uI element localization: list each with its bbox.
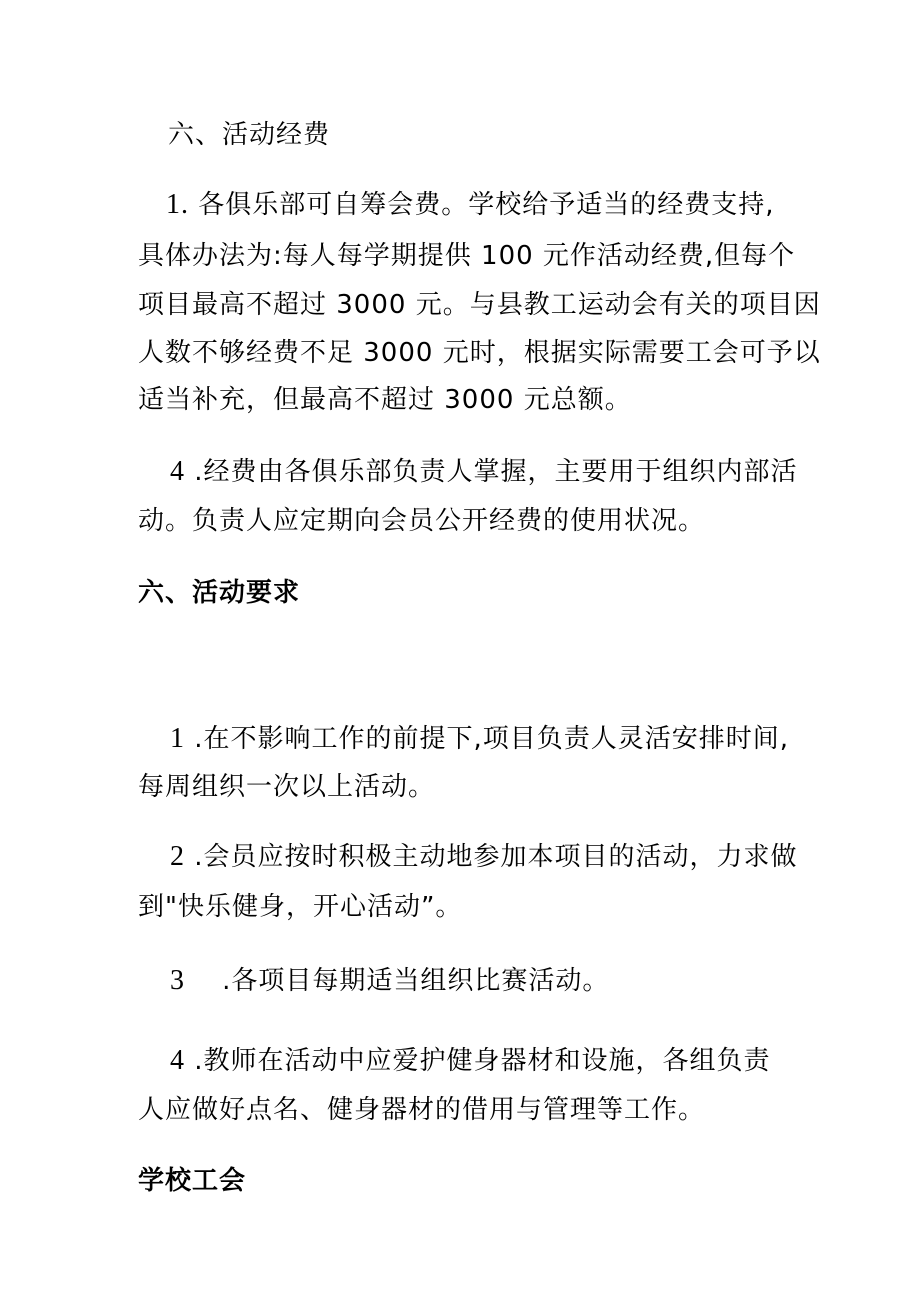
req-item4-text-line1: .教师在活动中应爱护健身器材和设施，各组负责 <box>194 1046 771 1076</box>
signature-organization: 学校工会 <box>138 1166 247 1196</box>
funds-item4-text-line1: .经费由各俱乐部负责人掌握，主要用于组织内部活 <box>194 457 798 487</box>
funds-item1-line4: 人数不够经费不足 3000 元时，根据实际需要工会可予以 <box>138 338 821 368</box>
req-item3-line1 <box>170 964 609 998</box>
funds-item1-line2: 具体办法为:每人每学期提供 100 元作活动经费,但每个 <box>138 241 796 271</box>
req-item2-line2: 到"快乐健身，开心活动”。 <box>138 892 463 922</box>
req-item4-line1 <box>170 1044 771 1078</box>
funds-item1-text-line1: 各俱乐部可自筹会费。学校给予适当的经费支持, <box>198 190 775 220</box>
funds-item1-line5: 适当补充，但最高不超过 3000 元总额。 <box>138 385 632 415</box>
funds-item1-number: 1. <box>166 189 189 220</box>
funds-item4-line1 <box>170 455 798 489</box>
req-item3-text-line1: .各项目每期适当组织比赛活动。 <box>222 966 610 996</box>
funds-item1-line1 <box>166 188 775 222</box>
req-item1-number: 1 <box>170 723 185 754</box>
funds-item4-number: 4 <box>170 456 185 487</box>
req-item2-line1 <box>170 840 798 874</box>
section-heading-funds: 六、活动经费 <box>168 120 331 150</box>
section-heading-requirements: 六、活动要求 <box>138 578 301 608</box>
req-item1-text-line1: .在不影响工作的前提下,项目负责人灵活安排时间, <box>194 724 790 754</box>
funds-item1-line3: 项目最高不超过 3000 元。与县教工运动会有关的项目因 <box>138 290 821 320</box>
req-item4-line2: 人应做好点名、健身器材的借用与管理等工作。 <box>138 1095 706 1125</box>
req-item2-number: 2 <box>170 841 185 872</box>
req-item3-number: 3 <box>170 965 185 996</box>
req-item1-line1 <box>170 722 789 756</box>
req-item2-text-line1: .会员应按时积极主动地参加本项目的活动，力求做 <box>194 842 798 872</box>
req-item4-number: 4 <box>170 1045 185 1076</box>
req-item1-line2: 每周组织一次以上活动。 <box>138 772 436 802</box>
funds-item4-line2: 动。负责人应定期向会员公开经费的使用状况。 <box>138 506 706 536</box>
